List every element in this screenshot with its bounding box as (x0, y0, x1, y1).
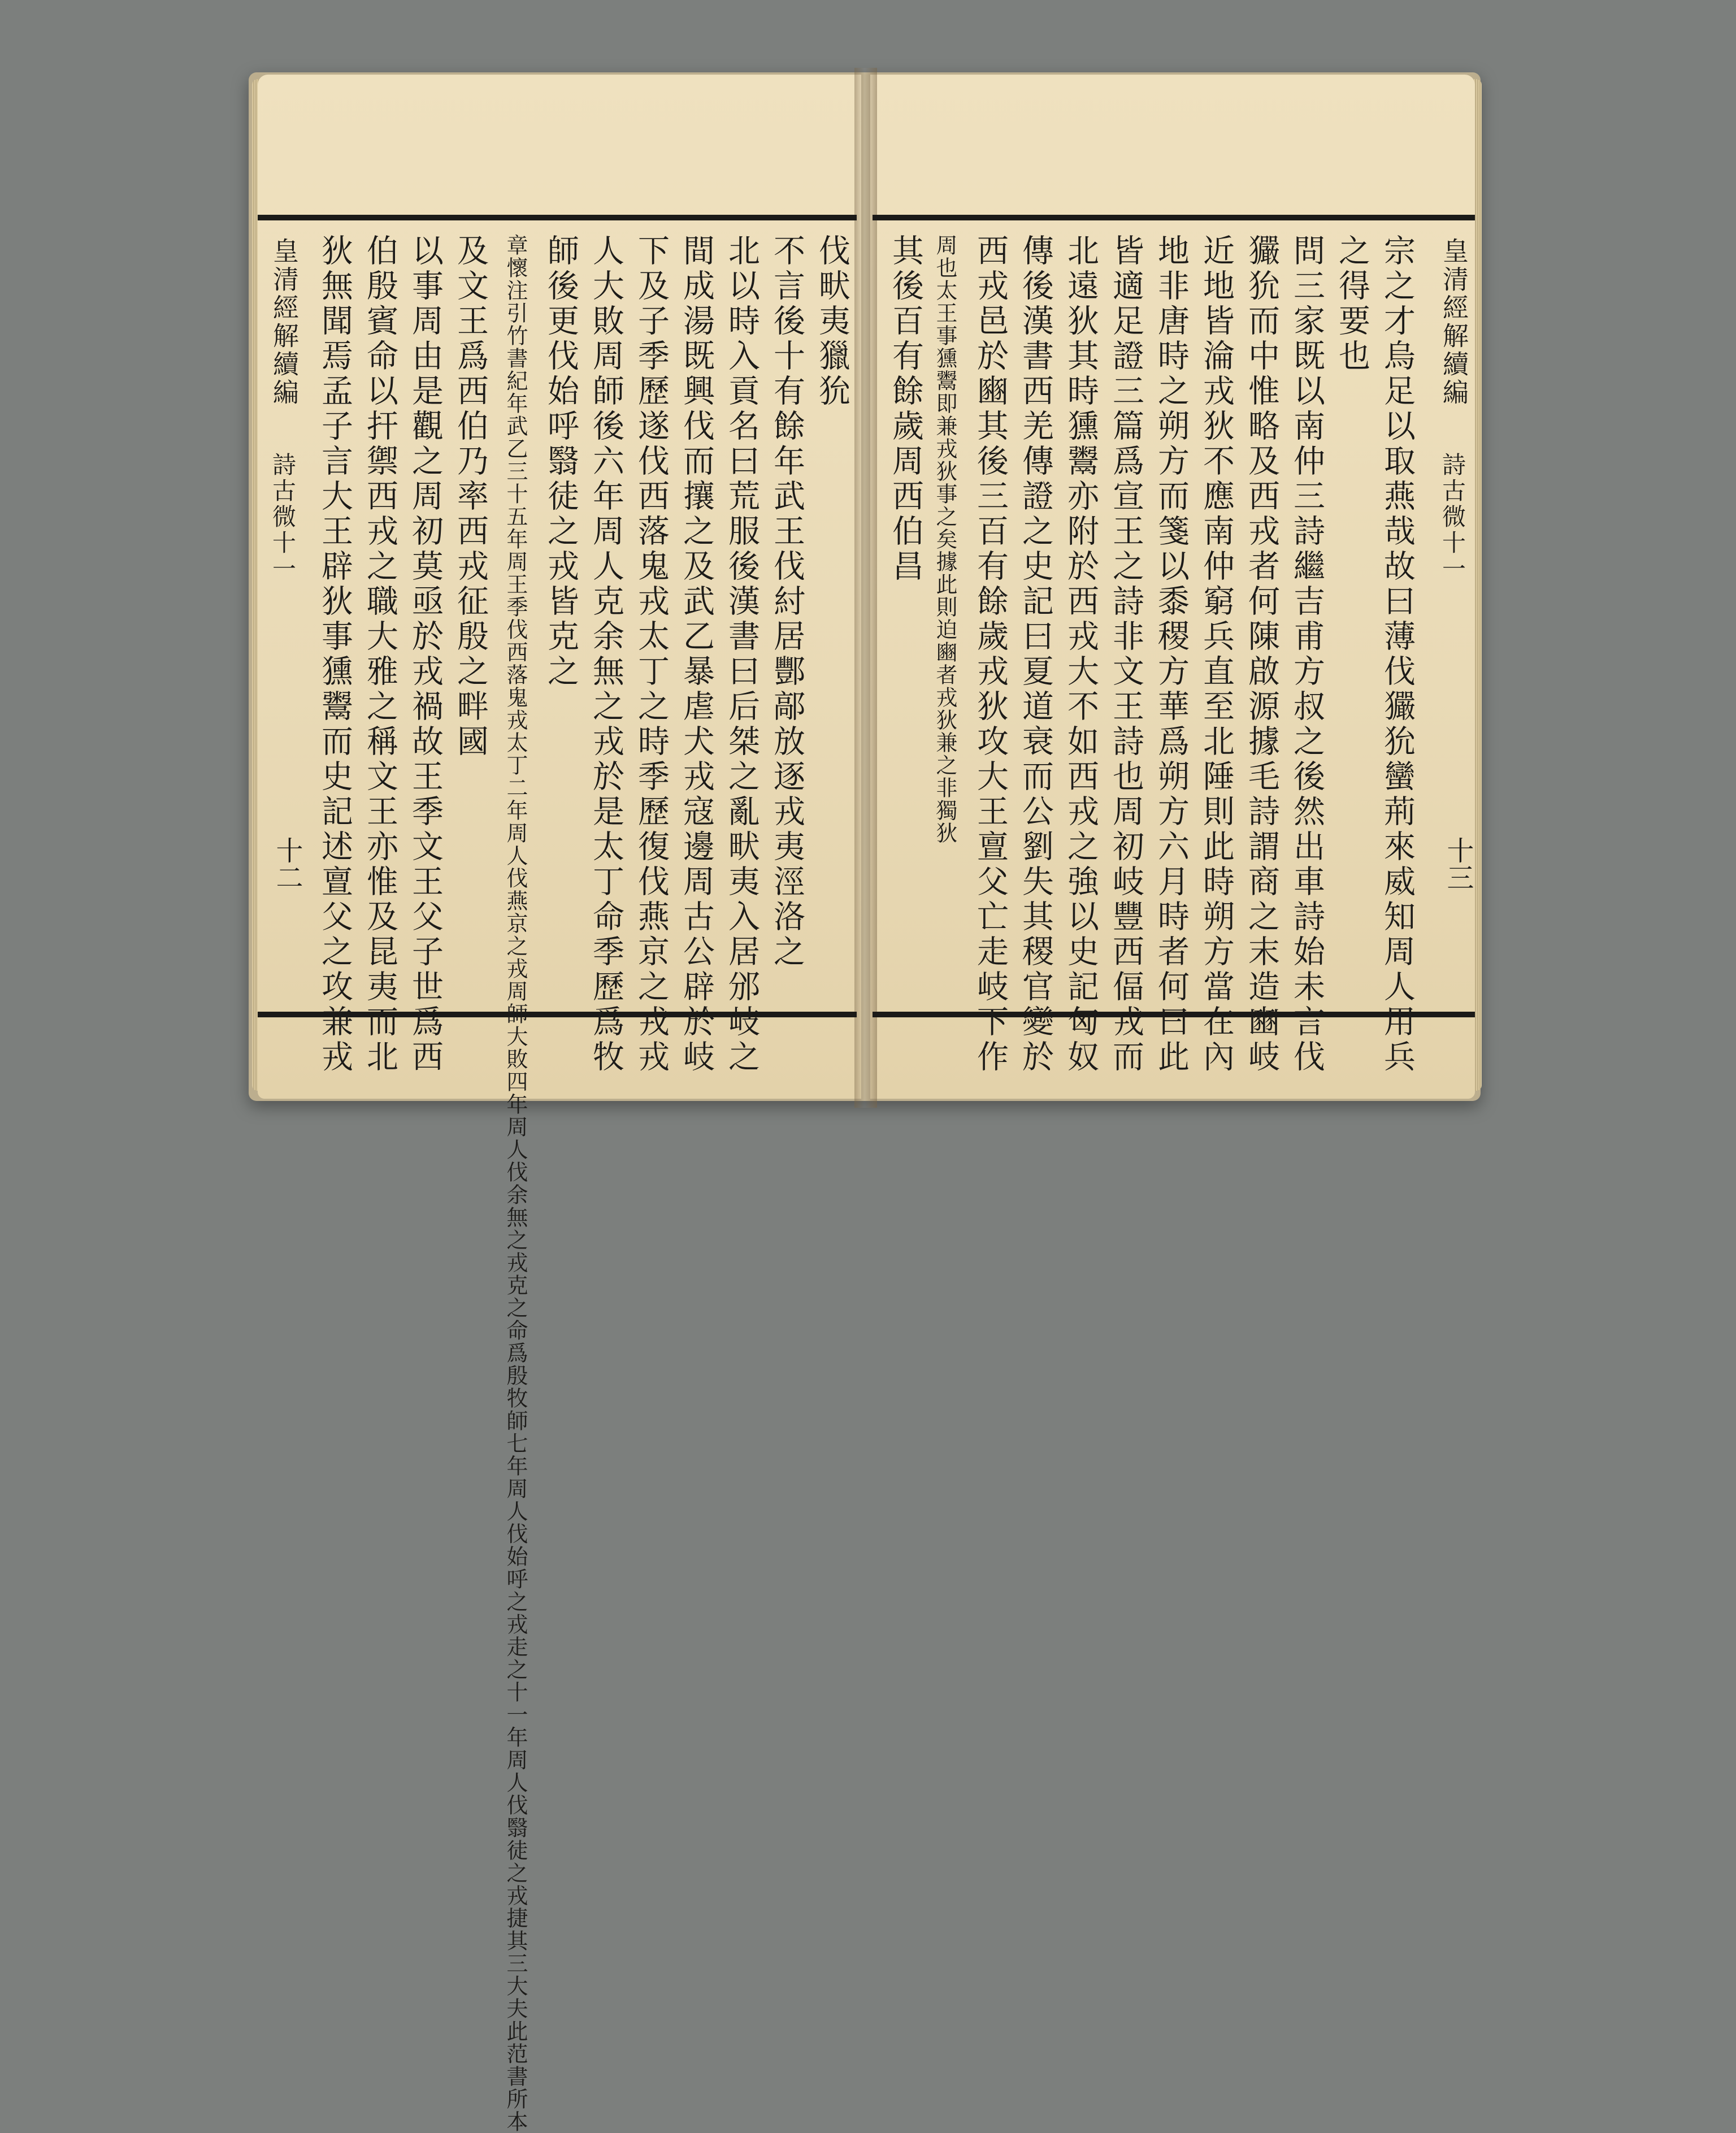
right-col-4: 玁狁而中惟略及西戎者何陳啟源據毛詩謂商之末造豳岐 (1243, 234, 1280, 1075)
right-col-6: 地非唐時之朔方而箋以黍稷方華爲朔方六月時者何曰此 (1153, 234, 1190, 1075)
left-section: 詩古微十一 (269, 452, 297, 582)
left-col-9: 及文王爲西伯乃率西戎征殷之畔國 (452, 234, 489, 760)
left-col-5: 下及子季歷遂伐西落鬼戎太丁之時季歷復伐燕京之戎戎 (633, 234, 670, 1075)
right-col-5: 近地皆淪戎狄不應南仲窮兵直至北陲則此時朔方當在內 (1198, 234, 1235, 1075)
right-section: 詩古微十一 (1439, 452, 1466, 582)
left-col-8-commentary: 章懷注引竹書紀年武乙三十五年周王季伐西落鬼戎太丁二年周人伐燕京之戎周師大敗四年周人伐余無之戎克之命爲殷牧師七年周人伐始呼之戎走之十一年周人伐翳徒之戎捷其三大夫此范書所本 (503, 234, 528, 2133)
left-col-6: 人大敗周師後六年周人克余無之戎於是太丁命季歷爲牧 (588, 234, 624, 1075)
right-col-7: 皆適足證三篇爲宣王之詩非文王詩也周初岐豐西偪戎而 (1108, 234, 1144, 1075)
right-col-12: 其後百有餘歲周西伯昌 (887, 234, 924, 584)
left-col-11: 伯殷賓命以扞禦西戎之職大雅之稱文王亦惟及昆夷而北 (362, 234, 398, 1075)
left-col-10: 以事周由是觀之周初莫亟於戎禍故王季文王父子世爲西 (407, 234, 444, 1075)
right-col-1: 宗之才烏足以取燕哉故曰薄伐玁狁蠻荊來威知周人用兵 (1379, 234, 1416, 1075)
left-page-number: 十二 (271, 836, 303, 891)
left-col-4: 間成湯既興伐而攘之及武乙暴虐犬戎寇邊周古公辟於岐 (678, 234, 715, 1075)
left-col-2: 不言後十有餘年武王伐紂居酆鄗放逐戎夷涇洛之 (769, 234, 805, 970)
right-col-8: 北遠狄其時獯鬻亦附於西戎大不如西戎之強以史記匈奴 (1062, 234, 1099, 1075)
left-col-7: 師後更伐始呼翳徒之戎皆克之 (542, 234, 579, 690)
left-col-12: 狄無聞焉孟子言大王辟狄事獯鬻而史記述亶父之攻兼戎 (316, 234, 353, 1075)
right-col-3: 問三家既以南仲三詩繼吉甫方叔之後然出車詩始未言伐 (1288, 234, 1325, 1075)
right-page-number: 十三 (1442, 836, 1474, 891)
right-header: 皇清經解續編 (1439, 237, 1469, 407)
right-col-9: 傳後漢書西羌傳證之史記曰夏道衰而公劉失其稷官變於 (1017, 234, 1054, 1075)
left-header: 皇清經解續編 (269, 237, 300, 407)
right-col-2: 之得要也 (1334, 234, 1370, 374)
left-col-1: 伐畎夷獵狁 (814, 234, 850, 409)
right-col-11-commentary: 周也太王事獯鬻即兼戎狄事之矣據此則迫豳者戎狄兼之非獨狄 (932, 234, 957, 844)
left-col-3: 北以時入貢名曰荒服後漢書曰后桀之亂畎夷入居邠岐之 (723, 234, 760, 1075)
right-col-10: 西戎邑於豳其後三百有餘歲戎狄攻大王亶父亡走岐下作 (972, 234, 1009, 1075)
